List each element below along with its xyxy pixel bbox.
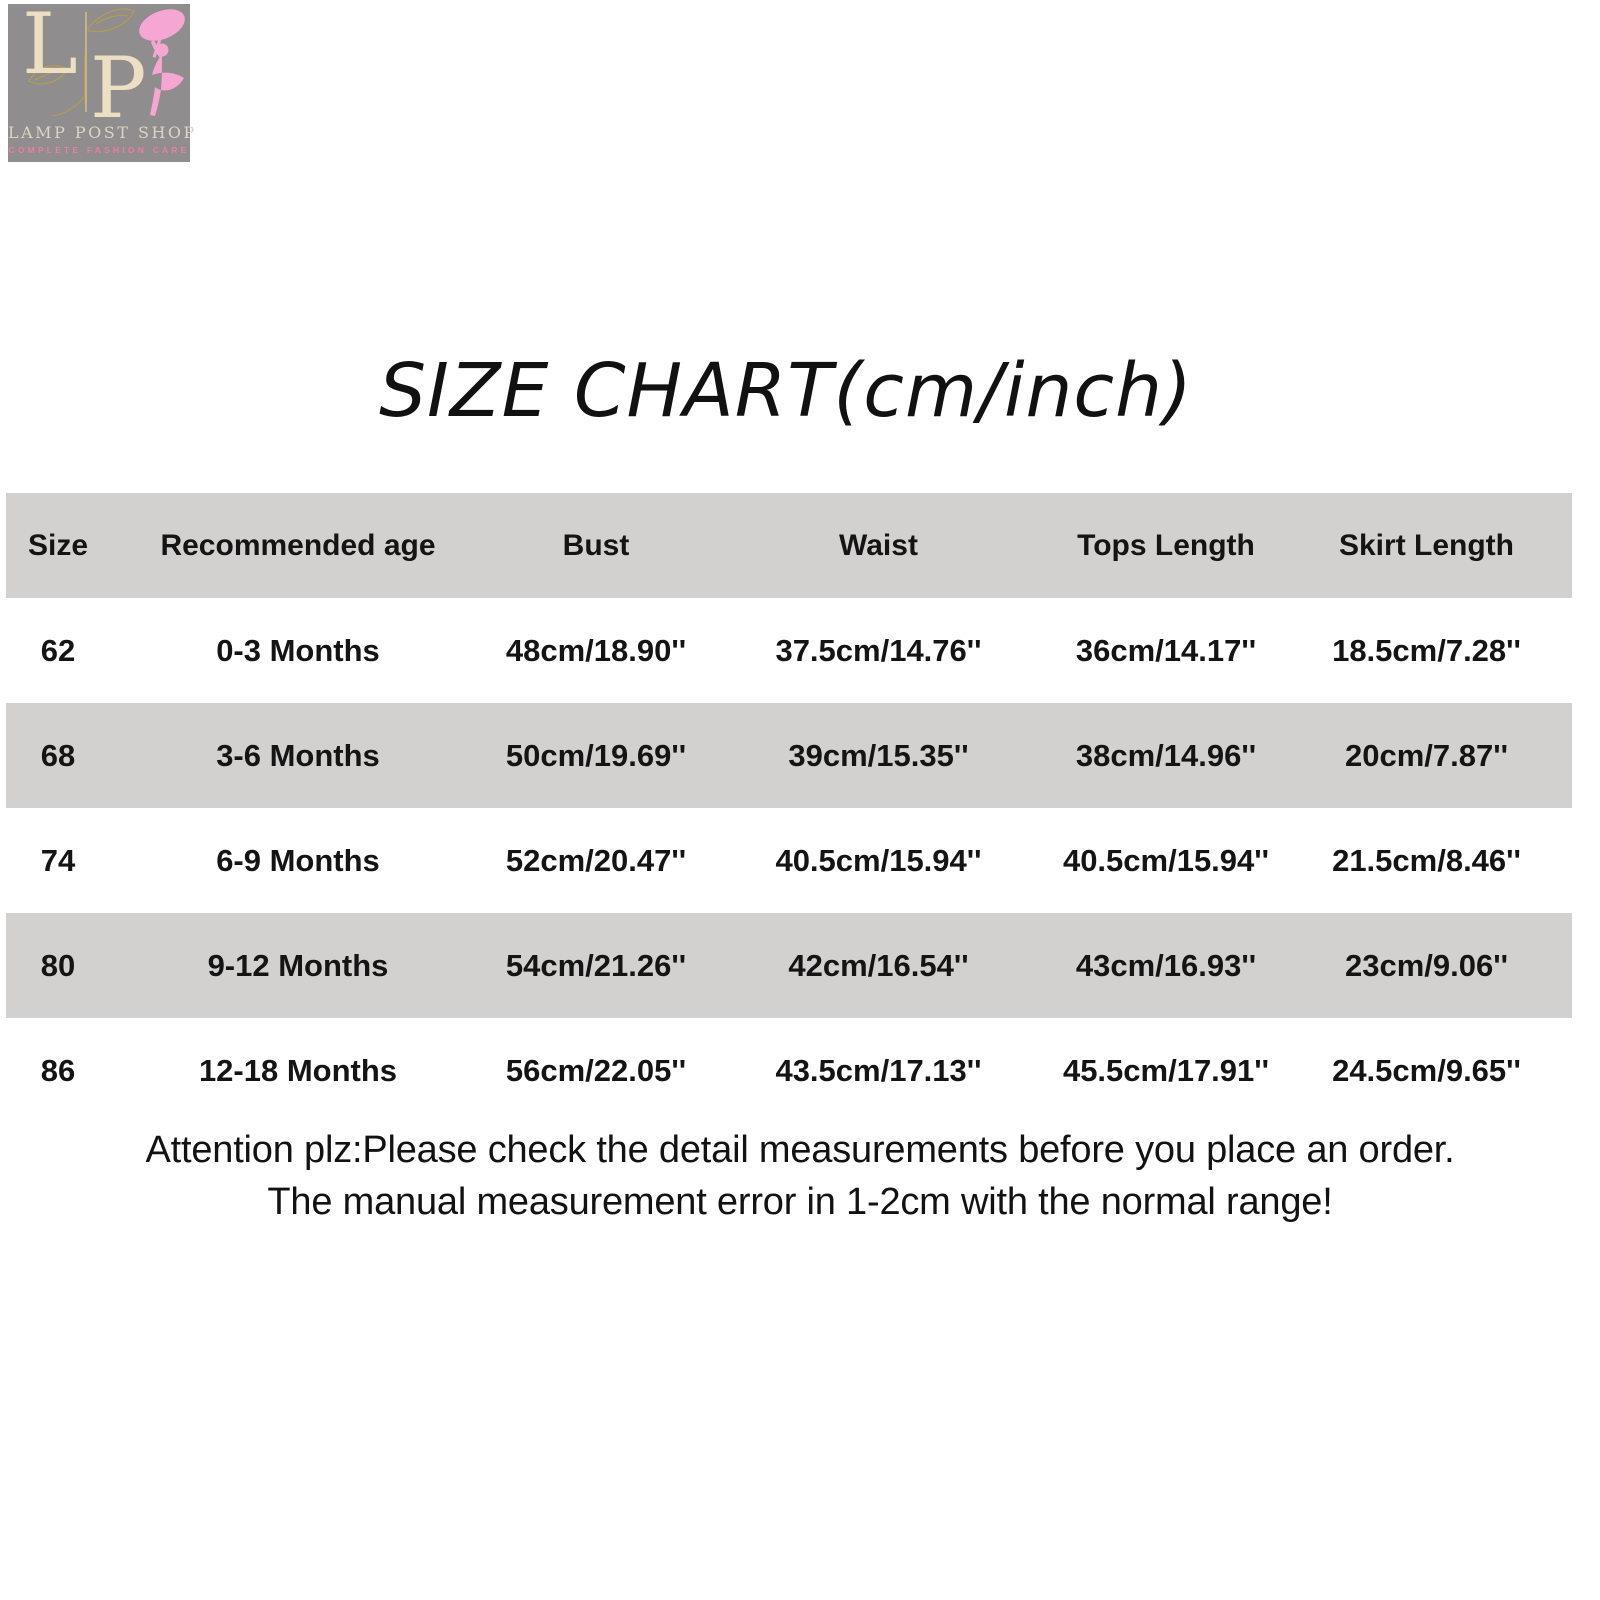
cell-age: 9-12 Months xyxy=(207,947,389,983)
logo-shop-name: LAMP POST SHOP xyxy=(8,123,197,142)
brand-logo xyxy=(8,0,197,162)
cell-age: 0-3 Months xyxy=(216,632,380,668)
attention-note xyxy=(0,1124,1600,1228)
cell-age: 12-18 Months xyxy=(198,1052,398,1088)
cell-size: 86 xyxy=(40,1052,76,1088)
cell-bust: 56cm/22.05'' xyxy=(505,1052,687,1088)
cell-age: 3-6 Months xyxy=(216,737,380,773)
table-row xyxy=(6,808,1572,913)
table-row xyxy=(6,598,1572,703)
cell-bust: 48cm/18.90'' xyxy=(505,632,687,668)
cell-waist: 39cm/15.35'' xyxy=(788,737,969,773)
attention-note-line1: Attention plz:Please check the detail measurements before you place an order. xyxy=(145,1129,1455,1171)
column-header-bust: Bust xyxy=(562,528,630,562)
cell-size: 80 xyxy=(40,947,76,983)
logo-divider xyxy=(85,12,87,112)
column-header-skirt-length: Skirt Length xyxy=(1338,528,1514,562)
cell-skirt-length: 18.5cm/7.28'' xyxy=(1332,632,1521,668)
cell-skirt-length: 23cm/9.06'' xyxy=(1345,947,1508,983)
cell-bust: 52cm/20.47'' xyxy=(505,842,687,878)
column-header-tops-length: Tops Length xyxy=(1077,528,1255,562)
cell-skirt-length: 21.5cm/8.46'' xyxy=(1332,842,1521,878)
cell-size: 62 xyxy=(40,632,76,668)
table-header-row xyxy=(6,493,1572,598)
size-chart-table xyxy=(6,493,1572,1123)
cell-waist: 43.5cm/17.13'' xyxy=(775,1052,982,1088)
cell-tops-length: 40.5cm/15.94'' xyxy=(1062,842,1270,878)
cell-bust: 50cm/19.69'' xyxy=(505,737,687,773)
column-header-waist: Waist xyxy=(839,528,918,562)
cell-bust: 54cm/21.26'' xyxy=(505,947,687,983)
cell-waist: 37.5cm/14.76'' xyxy=(775,632,982,668)
logo-letter-p: P xyxy=(90,39,147,137)
page-title: SIZE CHART(cm/inch) xyxy=(379,348,1193,434)
cell-size: 68 xyxy=(40,737,76,773)
cell-tops-length: 43cm/16.93'' xyxy=(1075,947,1257,983)
cell-tops-length: 36cm/14.17'' xyxy=(1075,632,1257,668)
logo-tagline: COMPLETE FASHION CARE xyxy=(8,145,190,155)
attention-note-line2: The manual measurement error in 1-2cm with the normal range! xyxy=(267,1181,1333,1223)
column-header-age: Recommended age xyxy=(160,528,436,562)
column-header-size: Size xyxy=(27,528,89,562)
table-row xyxy=(6,703,1572,808)
cell-tops-length: 45.5cm/17.91'' xyxy=(1062,1052,1270,1088)
cell-age: 6-9 Months xyxy=(216,842,380,878)
table-row xyxy=(6,1018,1572,1123)
cell-size: 74 xyxy=(40,842,76,878)
cell-waist: 42cm/16.54'' xyxy=(788,947,969,983)
cell-skirt-length: 24.5cm/9.65'' xyxy=(1332,1052,1521,1088)
cell-tops-length: 38cm/14.96'' xyxy=(1075,737,1257,773)
lady-with-parasol-icon xyxy=(134,8,194,126)
table-row xyxy=(6,913,1572,1018)
logo-letter-l: L xyxy=(22,0,78,93)
cell-waist: 40.5cm/15.94'' xyxy=(775,842,982,878)
cell-skirt-length: 20cm/7.87'' xyxy=(1345,737,1508,773)
